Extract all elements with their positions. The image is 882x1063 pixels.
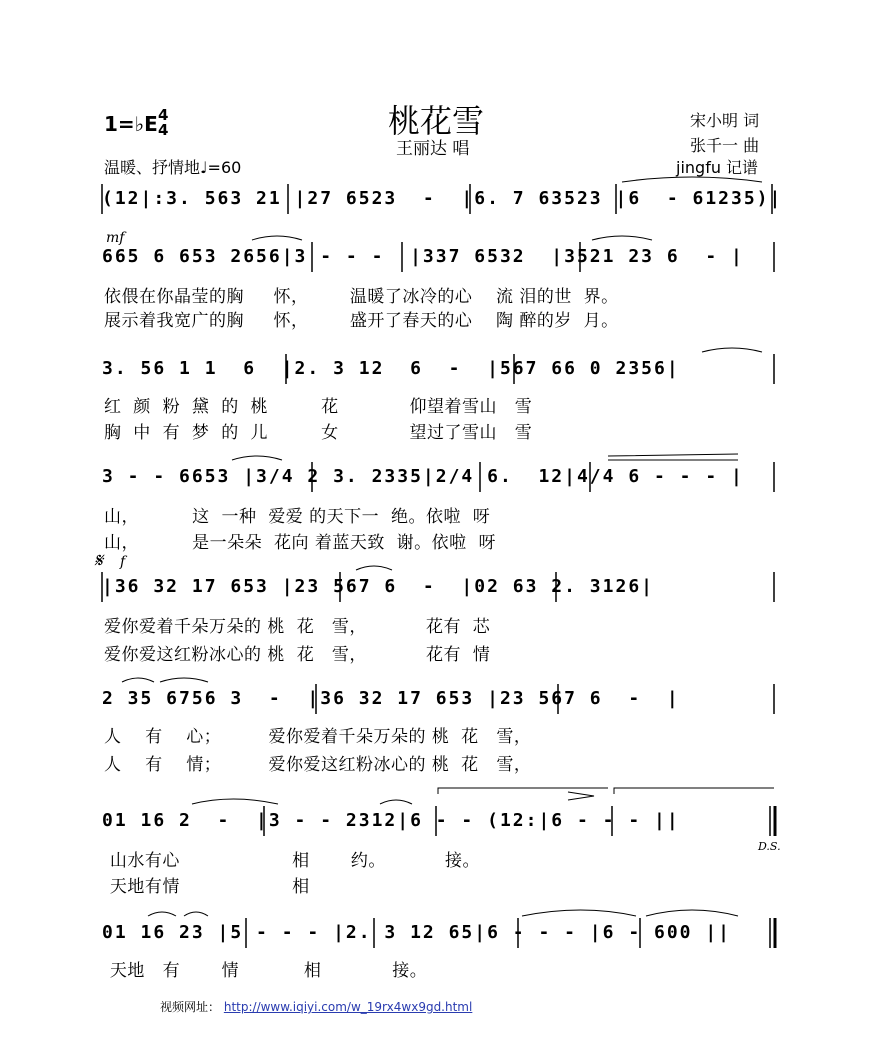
lyric-s7-l1: 天地 有 情 相 接。 — [104, 961, 428, 981]
notes-row-8: 01 16 23 |5 - - - |2. 3 12 65|6 - - - |6 - 600 || — [102, 922, 732, 943]
segno-sign: 𝄋 — [94, 548, 103, 572]
dynamic-f: f — [120, 554, 126, 570]
music-row-6 — [102, 684, 782, 718]
meter-top: 4 — [158, 106, 169, 124]
video-url-line — [160, 998, 472, 1015]
lyric-s6-l1: 山水有心 相 约。 接。 — [104, 851, 480, 871]
video-url-link[interactable]: http://www.iqiyi.com/w_19rx4wx9gd.html — [223, 1000, 473, 1014]
notes-row-7: 01 16 2 - |3 - - 2312|6 - - (12:|6 - - - || — [102, 810, 680, 831]
notes-row-2: 665 6 653 2656|3 - - - |337 6532 |3521 23 6 - | — [102, 246, 744, 267]
music-row-5 — [102, 572, 782, 606]
music-row-2 — [102, 242, 782, 276]
music-row-7 — [102, 806, 782, 840]
lyricist-credit: 宋小明 词 — [690, 111, 760, 130]
dal-segno: D.S. — [758, 840, 781, 853]
music-row-8 — [102, 918, 782, 952]
music-row-4 — [102, 462, 782, 496]
lyric-s2-l1: 红 颜 粉 黛 的 桃 花 仰望着雪山 雪 — [104, 397, 533, 417]
lyric-s3-l1: 山， 这 一种 爱爱 的天下一 绝。依啦 呀 — [104, 507, 491, 527]
lyric-s1-l2: 展示着我宽广的胸 怀， 盛开了春天的心 陶 醉的岁 月。 — [104, 311, 619, 331]
key-signature: 1=♭E — [104, 112, 158, 136]
music-row-3 — [102, 354, 782, 388]
notes-row-5: |36 32 17 653 |23 567 6 - |02 63 2. 3126| — [102, 576, 654, 597]
time-signature — [158, 108, 168, 138]
lyric-s1-l1: 依偎在你晶莹的胸 怀， 温暖了冰冷的心 流 泪的世 界。 — [104, 287, 619, 307]
notes-row-3: 3. 56 1 1 6 |2. 3 12 6 - |567 66 0 2356| — [102, 358, 680, 379]
lyric-s4-l1: 爱你爱着千朵万朵的 桃 花 雪， 花有 芯 — [104, 617, 491, 637]
notes-row-1: (12|:3. 563 21 |27 6523 - |6. 7 63523 |6 - 61235)| — [102, 188, 783, 209]
meter-bottom: 4 — [158, 121, 169, 139]
transcriber-credit: jingfu 记谱 — [676, 158, 759, 177]
music-row-1 — [102, 184, 782, 218]
lyric-s4-l2: 爱你爱这红粉冰心的 桃 花 雪， 花有 情 — [104, 645, 491, 665]
tempo-marking: 温暖、抒情地♩=60 — [104, 158, 242, 177]
lyric-s3-l2: 山， 是一朵朵 花向 着蓝天致 谢。依啦 呀 — [104, 533, 496, 553]
lyric-s5-l2: 人 有 情； 爱你爱这红粉冰心的 桃 花 雪， — [104, 755, 532, 775]
video-url-label: 视频网址： — [160, 1000, 221, 1014]
dynamic-mf: mf — [106, 230, 125, 246]
singer-credit: 王丽达 唱 — [396, 139, 470, 159]
lyric-s6-l2: 天地有情 相 — [104, 877, 310, 897]
composer-credit: 张千一 曲 — [690, 136, 760, 155]
notes-row-6: 2 35 6756 3 - |36 32 17 653 |23 567 6 - | — [102, 688, 680, 709]
song-title: 桃花雪 — [388, 102, 485, 140]
notes-row-4: 3 - - 6653 |3/4 2 3. 2335|2/4 6. 12|4/4 6 - - - | — [102, 466, 744, 487]
lyric-s2-l2: 胸 中 有 梦 的 儿 女 望过了雪山 雪 — [104, 423, 533, 443]
lyric-s5-l1: 人 有 心； 爱你爱着千朵万朵的 桃 花 雪， — [104, 727, 532, 747]
